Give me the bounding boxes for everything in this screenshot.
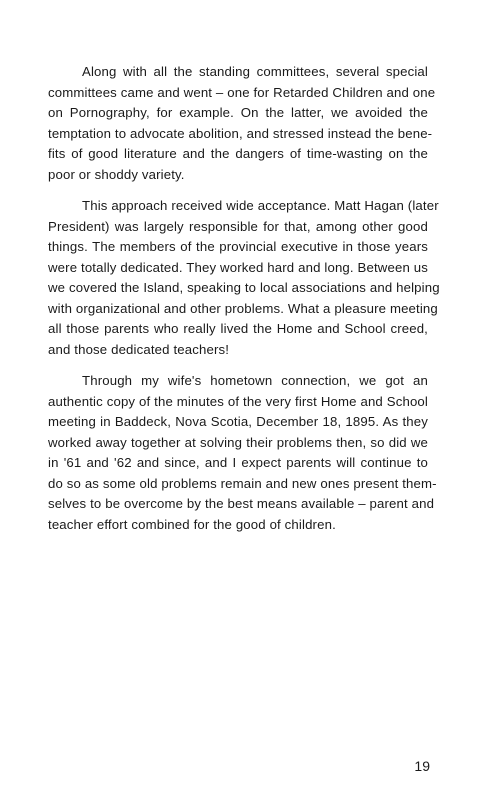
paragraph-1 — [48, 62, 436, 185]
text-line: on Pornography, for example. On the latter, we avoided the — [48, 105, 428, 120]
text-line: we covered the Island, speaking to local associations and helping — [48, 280, 440, 295]
text-line: This approach received wide acceptance. Matt Hagan (later — [82, 198, 439, 213]
text-line: teacher effort combined for the good of children. — [48, 516, 336, 532]
text-line: Along with all the standing committees, several special — [82, 64, 428, 79]
text-line: do so as some old problems remain and new ones present them- — [48, 475, 437, 491]
text-line: worked away together at solving their problems then, so did we — [48, 434, 428, 450]
text-line: President) was largely responsible for that, among other good — [48, 218, 428, 234]
paragraph-3 — [48, 371, 437, 535]
text-line: meeting in Baddeck, Nova Scotia, December 18, 1895. As they — [48, 414, 428, 429]
text-line: all those parents who really lived the Home and School creed, — [48, 321, 428, 336]
text-line: fits of good literature and the dangers of time-wasting on the — [48, 146, 428, 161]
text-line: committees came and went – one for Retarded Children and one — [48, 84, 436, 100]
text-line: selves to be overcome by the best means available – parent and — [48, 496, 435, 511]
text-line: temptation to advocate abolition, and stressed instead the bene- — [48, 125, 433, 141]
text-line: with organizational and other problems. What a pleasure meeting — [48, 300, 438, 316]
text-line: Through my wife's hometown connection, we got an — [82, 373, 428, 388]
text-line: were totally dedicated. They worked hard and long. Between us — [48, 259, 428, 275]
text-line: poor or shoddy variety. — [48, 166, 185, 182]
text-line: things. The members of the provincial executive in those years — [48, 239, 428, 254]
paragraph-2 — [48, 196, 440, 360]
text-line: and those dedicated teachers! — [48, 341, 230, 357]
body-text — [48, 62, 440, 546]
page-number: 19 — [414, 758, 430, 774]
text-line: in '61 and '62 and since, and I expect parents will continue to — [48, 455, 428, 470]
text-line: authentic copy of the minutes of the very first Home and School — [48, 393, 428, 409]
